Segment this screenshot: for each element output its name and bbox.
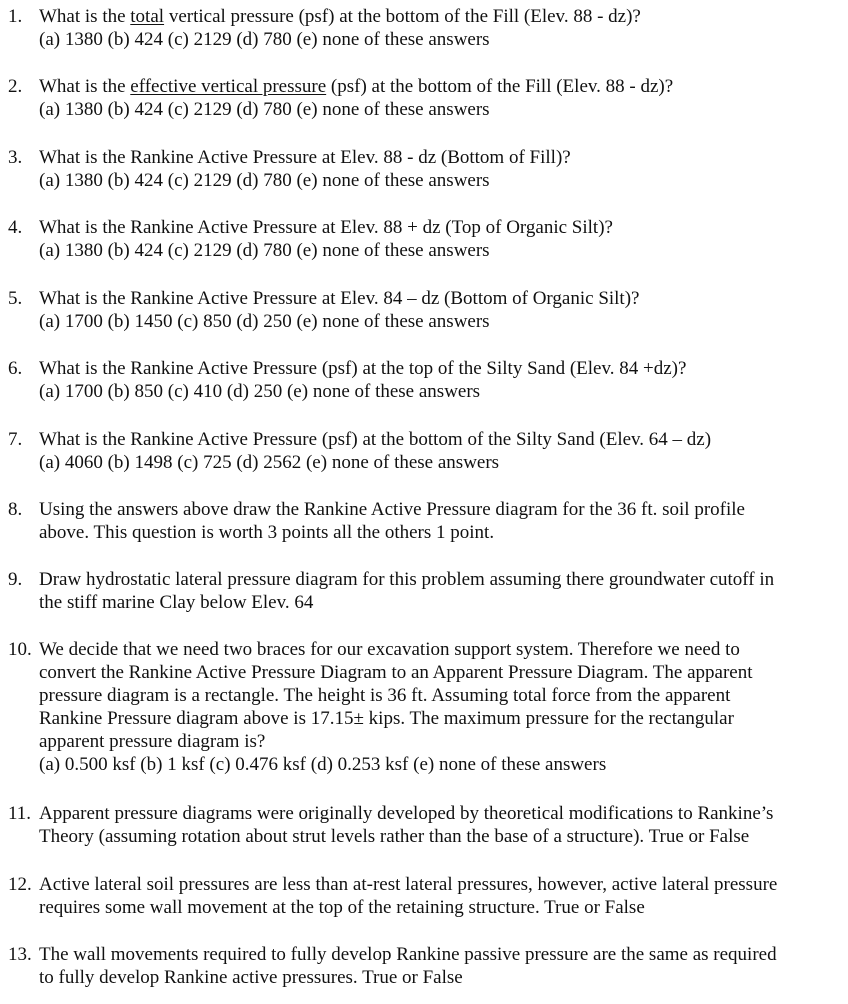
question-line: Apparent pressure diagrams were originally developed by theoretical modifications to Rankine’s <box>39 803 774 824</box>
answer-choices: (a) 1380 (b) 424 (c) 2129 (d) 780 (e) none of these answers <box>39 99 490 120</box>
question-line: Rankine Pressure diagram above is 17.15± kips. The maximum pressure for the rectangular <box>39 708 734 729</box>
question-line: the stiff marine Clay below Elev. 64 <box>39 592 314 613</box>
underlined-term: total <box>130 6 165 27</box>
question-line: The wall movements required to fully develop Rankine passive pressure are the same as required <box>39 944 777 965</box>
question-line: apparent pressure diagram is? <box>39 731 266 752</box>
question-line: requires some wall movement at the top of the retaining structure. True or False <box>39 897 645 918</box>
question-number: 10. <box>8 639 32 660</box>
question-body <box>39 568 844 614</box>
question-number: 3. <box>8 147 23 168</box>
question-body <box>39 873 844 919</box>
question-body <box>39 75 844 121</box>
question-line: Draw hydrostatic lateral pressure diagram for this problem assuming there groundwater cutoff in <box>39 569 775 590</box>
question-line: We decide that we need two braces for our excavation support system. Therefore we need to <box>39 639 740 660</box>
question-body <box>39 638 844 776</box>
question-prompt: What is the Rankine Active Pressure at Elev. 84 – dz (Bottom of Organic Silt)? <box>39 288 640 309</box>
question-prompt <box>39 75 844 98</box>
question-number: 11. <box>8 803 32 824</box>
question-number: 9. <box>8 569 23 590</box>
answer-choices: (a) 1380 (b) 424 (c) 2129 (d) 780 (e) none of these answers <box>39 29 490 50</box>
question-prompt: What is the Rankine Active Pressure at Elev. 88 + dz (Top of Organic Silt)? <box>39 217 613 238</box>
question-number: 13. <box>8 944 32 965</box>
prompt-text: vertical pressure (psf) at the bottom of the Fill (Elev. 88 - dz)? <box>164 6 641 27</box>
question-body <box>39 802 844 848</box>
question-line: convert the Rankine Active Pressure Diagram to an Apparent Pressure Diagram. The apparent <box>39 662 753 683</box>
question-line: Using the answers above draw the Rankine Active Pressure diagram for the 36 ft. soil profile <box>39 499 745 520</box>
question-body <box>39 146 844 192</box>
question-body <box>39 498 844 544</box>
question-line: above. This question is worth 3 points all the others 1 point. <box>39 522 495 543</box>
question-number: 4. <box>8 217 23 238</box>
question-number: 5. <box>8 288 23 309</box>
answer-choices: (a) 0.500 ksf (b) 1 ksf (c) 0.476 ksf (d) 0.253 ksf (e) none of these answers <box>39 754 607 775</box>
question-body <box>39 943 844 989</box>
answer-choices: (a) 1380 (b) 424 (c) 2129 (d) 780 (e) none of these answers <box>39 240 490 261</box>
question-line: Active lateral soil pressures are less than at-rest lateral pressures, however, active lateral pressure <box>39 874 778 895</box>
question-number: 1. <box>8 6 23 27</box>
question-number: 2. <box>8 76 23 97</box>
question-line: to fully develop Rankine active pressures. True or False <box>39 967 463 988</box>
question-number: 7. <box>8 429 23 450</box>
question-prompt: What is the Rankine Active Pressure at Elev. 88 - dz (Bottom of Fill)? <box>39 147 571 168</box>
question-prompt: What is the Rankine Active Pressure (psf) at the bottom of the Silty Sand (Elev. 64 – dz) <box>39 429 712 450</box>
question-prompt: What is the Rankine Active Pressure (psf) at the top of the Silty Sand (Elev. 84 +dz)? <box>39 358 687 379</box>
question-body <box>39 287 844 333</box>
question-body <box>39 357 844 403</box>
question-number: 6. <box>8 358 23 379</box>
answer-choices: (a) 1700 (b) 1450 (c) 850 (d) 250 (e) none of these answers <box>39 311 490 332</box>
answer-choices: (a) 1700 (b) 850 (c) 410 (d) 250 (e) none of these answers <box>39 381 481 402</box>
question-body <box>39 428 844 474</box>
prompt-text: (psf) at the bottom of the Fill (Elev. 88 - dz)? <box>326 76 674 97</box>
answer-choices: (a) 4060 (b) 1498 (c) 725 (d) 2562 (e) none of these answers <box>39 452 500 473</box>
prompt-text: What is the <box>39 6 131 27</box>
prompt-text: What is the <box>39 76 131 97</box>
question-number: 8. <box>8 499 23 520</box>
answer-choices: (a) 1380 (b) 424 (c) 2129 (d) 780 (e) none of these answers <box>39 170 490 191</box>
question-body <box>39 5 844 51</box>
question-body <box>39 216 844 262</box>
question-number: 12. <box>8 874 32 895</box>
underlined-term: effective vertical pressure <box>130 76 327 97</box>
question-prompt <box>39 5 844 28</box>
question-line: Theory (assuming rotation about strut levels rather than the base of a structure). True or False <box>39 826 750 847</box>
question-line: pressure diagram is a rectangle. The height is 36 ft. Assuming total force from the apparent <box>39 685 731 706</box>
